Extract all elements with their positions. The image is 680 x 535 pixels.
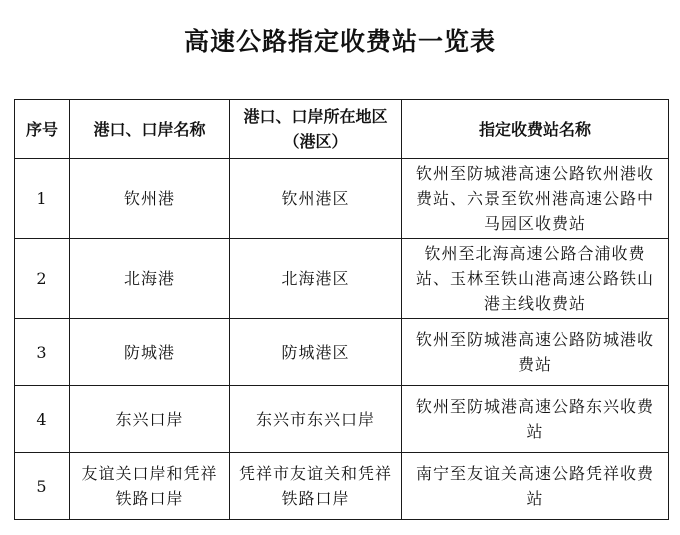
cell-toll-station: 钦州至防城港高速公路东兴收费站 [402,386,669,453]
cell-port-name: 友谊关口岸和凭祥铁路口岸 [70,453,230,520]
cell-port-area: 钦州港区 [230,159,402,239]
cell-serial-number: 3 [15,319,70,386]
cell-serial-number: 4 [15,386,70,453]
cell-port-name: 钦州港 [70,159,230,239]
cell-toll-station: 钦州至防城港高速公路防城港收费站 [402,319,669,386]
cell-toll-station: 钦州至防城港高速公路钦州港收费站、六景至钦州港高速公路中马园区收费站 [402,159,669,239]
table-row [15,319,669,386]
table-row [15,386,669,453]
cell-serial-number: 1 [15,159,70,239]
cell-serial-number: 5 [15,453,70,520]
cell-port-name: 东兴口岸 [70,386,230,453]
header-port-area: 港口、口岸所在地区（港区） [230,100,402,159]
table-row [15,239,669,319]
cell-port-name: 防城港 [70,319,230,386]
header-serial-number: 序号 [15,100,70,159]
table-row [15,159,669,239]
toll-station-table [14,99,669,520]
cell-port-area: 北海港区 [230,239,402,319]
cell-serial-number: 2 [15,239,70,319]
cell-port-name: 北海港 [70,239,230,319]
page-title: 高速公路指定收费站一览表 [183,27,496,56]
cell-port-area: 凭祥市友谊关和凭祥铁路口岸 [230,453,402,520]
cell-toll-station: 钦州至北海高速公路合浦收费站、玉林至铁山港高速公路铁山港主线收费站 [402,239,669,319]
header-port-name: 港口、口岸名称 [70,100,230,159]
cell-toll-station: 南宁至友谊关高速公路凭祥收费站 [402,453,669,520]
header-toll-station: 指定收费站名称 [402,100,669,159]
cell-port-area: 防城港区 [230,319,402,386]
table-header-row [15,100,669,159]
cell-port-area: 东兴市东兴口岸 [230,386,402,453]
table-row [15,453,669,520]
